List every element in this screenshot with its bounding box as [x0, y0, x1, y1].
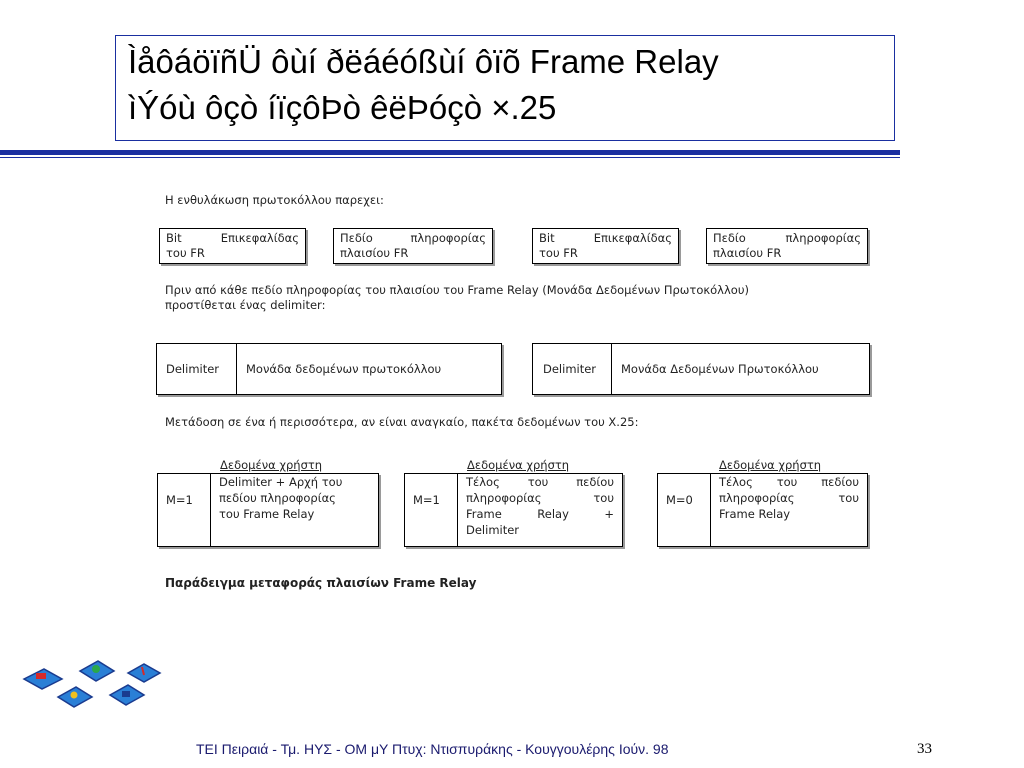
packet-2-data-word: πεδίου	[576, 475, 614, 489]
x25-packet-1	[157, 473, 379, 547]
row1-box-text: πληροφορίας	[410, 231, 486, 245]
row1-box-text: Επικεφαλίδας	[593, 231, 672, 245]
row2-divider	[236, 344, 237, 394]
row1-box-text: του FR	[166, 246, 205, 260]
intro-x25-transmission: Μετάδοση σε ένα ή περισσότερα, αν είναι αναγκαίο, πακέτα δεδομένων του Χ.25:	[165, 415, 639, 429]
row2-delimiter-label: Delimiter	[543, 362, 597, 376]
packet-divider	[210, 474, 211, 546]
row1-box-info-field-2	[706, 228, 868, 264]
title-box	[115, 35, 895, 141]
packet-2-m-bit: M=1	[413, 493, 440, 507]
row1-box-text: Πεδίο	[713, 231, 746, 245]
row1-box-header-bits-2	[532, 228, 679, 264]
row1-box-text: πληροφορίας	[785, 231, 861, 245]
packet-3-data-word: του	[776, 475, 798, 489]
footer-text: ΤΕΙ Πειραιά - Τμ. ΗΥΣ - ΟΜ μΥ Πτυχ: Ντισπυράκης - Κουγγουλέρης Ιούν. 98	[196, 741, 669, 757]
packet-3-data-word: πληροφορίας	[719, 491, 795, 505]
title-rule-thick	[0, 150, 900, 155]
packet-3-data-word: Τέλος	[719, 475, 753, 489]
packet-divider	[457, 474, 458, 546]
packet-2-data-word: Τέλος	[466, 475, 500, 489]
x25-packet-2	[404, 473, 623, 547]
page-number: 33	[917, 741, 932, 757]
packet-1-data-line: του Frame Relay	[219, 507, 315, 521]
packet-3-data-line: Frame Relay	[719, 507, 791, 521]
packet-3-header: Δεδομένα χρήστη	[719, 458, 822, 472]
packet-2-data-word: Frame	[466, 507, 502, 521]
packet-2-data-word: +	[604, 507, 614, 521]
row2-delimiter-box-2	[532, 343, 870, 395]
packet-2-data-word: Relay	[537, 507, 569, 521]
row1-box-header-bits-1	[159, 228, 306, 264]
packet-1-data-line: Delimiter + Αρχή του	[219, 475, 343, 489]
row1-box-text: Bit	[539, 231, 555, 245]
row1-box-text: πλαισίου FR	[713, 246, 782, 260]
row2-divider	[611, 344, 612, 394]
packet-2-data-word: πληροφορίας	[466, 491, 542, 505]
packet-3-data-word: του	[838, 491, 859, 505]
row2-pdu-label: Μονάδα Δεδομένων Πρωτοκόλλου	[621, 362, 819, 376]
packet-3-data-word: πεδίου	[821, 475, 859, 489]
puzzle-logo-icon	[18, 655, 168, 715]
row1-box-text: πλαισίου FR	[340, 246, 409, 260]
packet-2-header: Δεδομένα χρήστη	[467, 458, 570, 472]
packet-divider	[710, 474, 711, 546]
row1-box-text: Bit	[166, 231, 182, 245]
slide-title-line-1: ÌåôáöïñÜ ôùí ðëáéóßùí ôïõ Frame Relay	[128, 43, 719, 80]
row2-delimiter-label: Delimiter	[166, 362, 220, 376]
row1-box-text: Επικεφαλίδας	[220, 231, 299, 245]
packet-1-header: Δεδομένα χρήστη	[220, 458, 323, 472]
title-rule-thin	[0, 157, 900, 158]
packet-1-m-bit: M=1	[166, 493, 193, 507]
row1-box-text: Πεδίο	[340, 231, 373, 245]
x25-packet-3	[657, 473, 868, 547]
row2-pdu-label: Μονάδα δεδομένων πρωτοκόλλου	[246, 362, 442, 376]
intro-delimiter-line-1: Πριν από κάθε πεδίο πληροφορίας του πλαισίου του Frame Relay (Μονάδα Δεδομένων Πρωτοκόλλου)	[165, 283, 749, 297]
intro-delimiter-line-2: προστίθεται ένας delimiter:	[165, 298, 326, 312]
intro-encapsulation: Η ενθυλάκωση πρωτοκόλλου παρεχει:	[165, 193, 384, 207]
row2-delimiter-box-1	[156, 343, 502, 395]
packet-1-data-line: πεδίου πληροφορίας	[219, 491, 336, 505]
row1-box-text: του FR	[539, 246, 578, 260]
packet-3-m-bit: M=0	[666, 493, 693, 507]
row1-box-info-field-1	[333, 228, 493, 264]
figure-caption: Παράδειγμα μεταφοράς πλαισίων Frame Relay	[165, 576, 477, 590]
packet-2-data-line: Delimiter	[466, 523, 520, 537]
packet-2-data-word: του	[593, 491, 614, 505]
packet-2-data-word: του	[527, 475, 549, 489]
slide-title-line-2: ìÝóù ôçò íïçôÞò êëÞóçò ×.25	[128, 89, 557, 126]
